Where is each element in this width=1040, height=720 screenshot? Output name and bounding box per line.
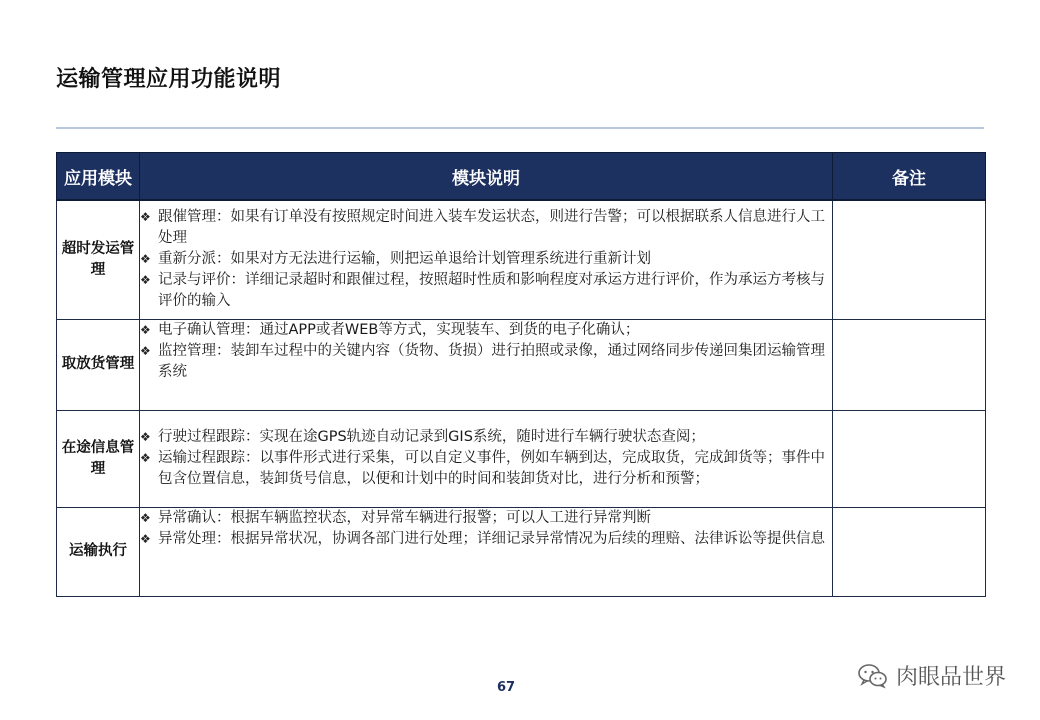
table-row (57, 200, 986, 319)
table-row (57, 507, 986, 596)
diamond-bullet-icon: ❖ (140, 430, 151, 444)
module-cell: 超时发运管理 (57, 200, 140, 319)
diamond-bullet-icon: ❖ (140, 273, 151, 288)
list-item: ❖ 异常确认：根据车辆监控状态，对异常车辆进行报警；可以人工进行异常判断 (140, 508, 832, 529)
list-item: ❖ 异常处理：根据异常状况，协调各部门进行处理；详细记录异常情况为后续的理赔、法律诉讼等提供信息 (140, 529, 832, 550)
note-cell (833, 507, 986, 596)
list-item: ❖ 重新分派：如果对方无法进行运输，则把运单退给计划管理系统进行重新计划 (140, 249, 832, 270)
diamond-bullet-icon: ❖ (140, 252, 151, 267)
diamond-bullet-icon: ❖ (140, 343, 151, 358)
table-row (57, 319, 986, 410)
diamond-bullet-icon: ❖ (140, 531, 151, 546)
watermark-text: 肉眼品世界 (895, 665, 1006, 690)
diamond-bullet-icon: ❖ (140, 510, 151, 525)
module-cell: 在途信息管理 (57, 410, 140, 507)
function-table (56, 152, 986, 597)
page-number: 67 (496, 680, 516, 695)
module-cell: 运输执行 (57, 507, 140, 596)
header-note: 备注 (833, 153, 986, 201)
header-description: 模块说明 (140, 153, 833, 201)
description-cell (140, 410, 833, 507)
watermark (858, 660, 1006, 691)
diamond-bullet-icon: ❖ (140, 451, 151, 465)
wechat-icon (858, 663, 888, 689)
list-item: ❖ 行驶过程跟踪：实现在途GPS轨迹自动记录到GIS系统，随时进行车辆行驶状态查阅； (140, 427, 832, 448)
note-cell (833, 319, 986, 410)
list-item: ❖ 监控管理：装卸车过程中的关键内容（货物、货损）进行拍照或录像，通过网络同步传递回集团运输管理系统 (140, 341, 832, 383)
table-header-row (57, 153, 986, 201)
description-cell (140, 507, 833, 596)
list-item: ❖ 跟催管理：如果有订单没有按照规定时间进入装车发运状态，则进行告警；可以根据联系人信息进行人工处理 (140, 207, 832, 249)
description-cell (140, 200, 833, 319)
header-module: 应用模块 (57, 153, 140, 201)
list-item: ❖ 记录与评价：详细记录超时和跟催过程，按照超时性质和影响程度对承运方进行评价，作为承运方考核与评价的输入 (140, 270, 832, 312)
diamond-bullet-icon: ❖ (140, 210, 151, 225)
note-cell (833, 200, 986, 319)
list-item: ❖ 电子确认管理：通过APP或者WEB等方式，实现装车、到货的电子化确认； (140, 320, 832, 341)
module-cell: 取放货管理 (57, 319, 140, 410)
table-row (57, 410, 986, 507)
list-item: ❖ 运输过程跟踪：以事件形式进行采集，可以自定义事件，例如车辆到达，完成取货，完成卸货等；事件中包含位置信息，装卸货号信息，以便和计划中的时间和装卸货对比，进行分析和预警； (140, 448, 832, 490)
description-cell (140, 319, 833, 410)
page-title: 运输管理应用功能说明 (56, 67, 282, 92)
title-divider (56, 127, 984, 129)
note-cell (833, 410, 986, 507)
diamond-bullet-icon: ❖ (140, 322, 151, 337)
